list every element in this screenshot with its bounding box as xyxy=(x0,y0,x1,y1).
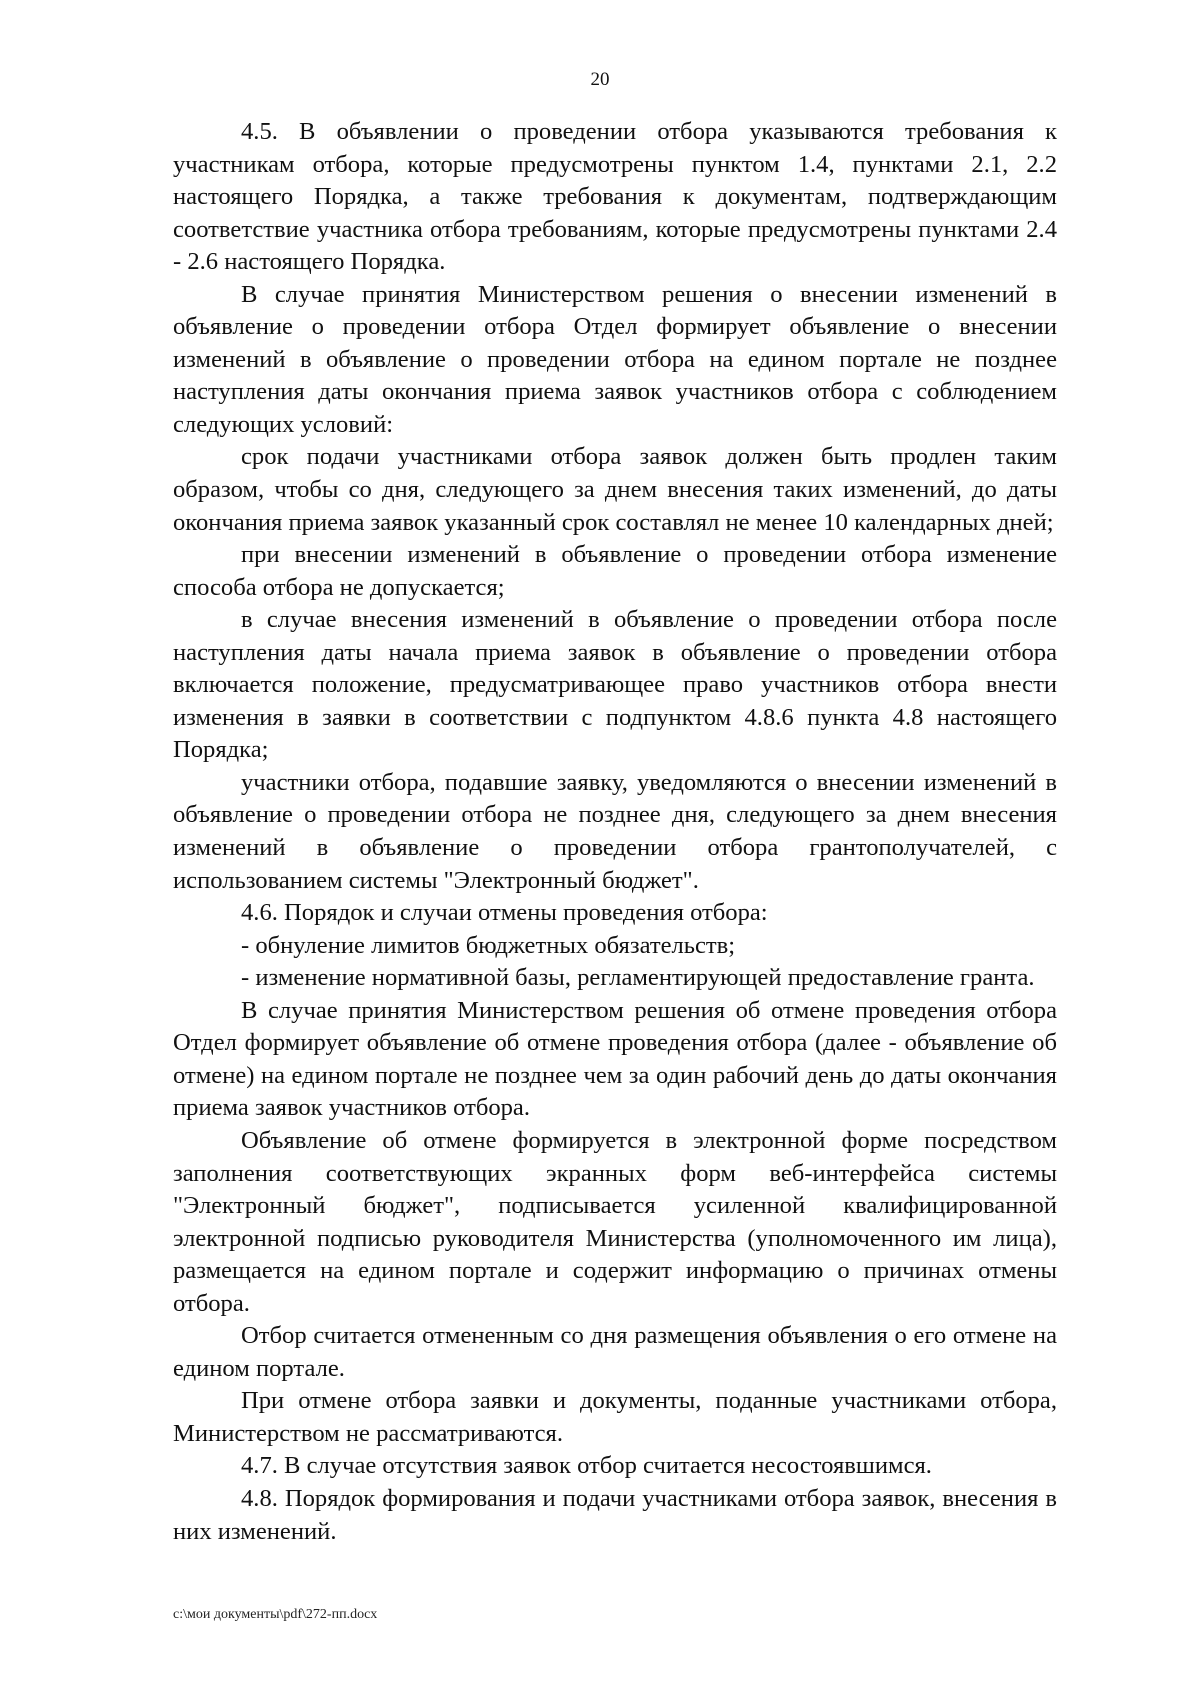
paragraph-cancellation-notice: Объявление об отмене формируется в электронной форме посредством заполнения соответствующих экранных форм веб-интерфейса системы "Электронный бюджет", подписывается усиленной квалифицированной электронной подписью руководителя Министерства (уполномоченного им лица), размещается на едином портале и содержит информацию о причинах отмены отбора. xyxy=(173,1126,1057,1317)
paragraph-cancellation-decision: В случае принятия Министерством решения об отмене проведения отбора Отдел формирует объявление об отмене проведения отбора (далее - объявление об отмене) на едином портале не позднее чем за один рабочий день до даты окончания приема заявок участников отбора. xyxy=(173,996,1057,1122)
list-item-regulatory-change: - изменение нормативной базы, регламентирующей предоставление гранта. xyxy=(241,964,1035,992)
paragraph-applications-not-reviewed: При отмене отбора заявки и документы, поданные участниками отбора, Министерством не рассматриваются. xyxy=(173,1387,1057,1447)
paragraph-cancellation-effective: Отбор считается отмененным со дня размещения объявления о его отмене на едином портале. xyxy=(173,1322,1057,1382)
paragraph-deadline-extension: срок подачи участниками отбора заявок должен быть продлен таким образом, чтобы со дня, следующего за днем внесения таких изменений, до даты окончания приема заявок указанный срок составлял не менее 10 календарных дней; xyxy=(173,443,1057,536)
paragraph-4-7: 4.7. В случае отсутствия заявок отбор считается несостоявшимся. xyxy=(241,1452,932,1480)
footer-file-path: c:\мои документы\pdf\272-пп.docx xyxy=(173,1607,378,1622)
paragraph-application-changes: в случае внесения изменений в объявление о проведении отбора после наступления даты начала приема заявок в объявление о проведении отбора включается положение, предусматривающее право участников отбора внести изменения в заявки в соответствии с подпунктом 4.8.6 пункта 4.8 настоящего Порядка; xyxy=(173,606,1057,764)
paragraph-4-6: 4.6. Порядок и случаи отмены проведения отбора: xyxy=(241,899,768,927)
paragraph-amendment-decision: В случае принятия Министерством решения о внесении изменений в объявление о проведении отбора Отдел формирует объявление о внесении изменений в объявление о проведении отбора на едином портале не позднее наступления даты окончания приема заявок участников отбора с соблюдением следующих условий: xyxy=(173,280,1057,438)
paragraph-method-unchanged: при внесении изменений в объявление о проведении отбора изменение способа отбора не допускается; xyxy=(173,541,1057,601)
list-item-budget-limits: - обнуление лимитов бюджетных обязательств; xyxy=(241,931,736,959)
paragraph-participant-notification: участники отбора, подавшие заявку, уведомляются о внесении изменений в объявление о проведении отбора не позднее дня, следующего за днем внесения изменений в объявление о проведении отбора грантополучателей, с использованием системы "Электронный бюджет". xyxy=(173,768,1057,894)
page-number: 20 xyxy=(590,69,610,90)
paragraph-4-5: 4.5. В объявлении о проведении отбора указываются требования к участникам отбора, которые предусмотрены пунктом 1.4, пунктами 2.1, 2.2 настоящего Порядка, а также требования к документам, подтверждающим соответствие участника отбора требованиям, которые предусмотрены пунктами 2.4 - 2.6 настоящего Порядка. xyxy=(173,118,1057,276)
paragraph-4-8: 4.8. Порядок формирования и подачи участниками отбора заявок, внесения в них изменений. xyxy=(173,1484,1057,1545)
document-body xyxy=(173,116,1057,1548)
